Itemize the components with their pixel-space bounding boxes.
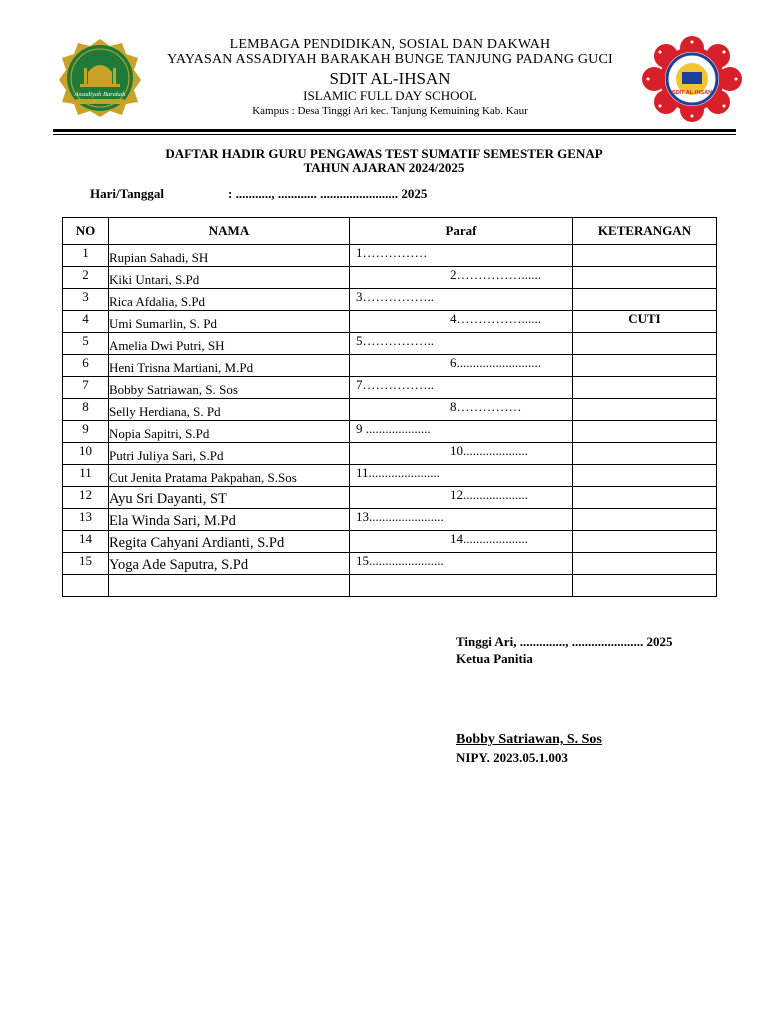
signature-entry xyxy=(350,509,573,531)
remark xyxy=(573,443,717,465)
row-number: 7 xyxy=(63,377,109,399)
institution-line: LEMBAGA PENDIDIKAN, SOSIAL DAN DAKWAH xyxy=(229,37,551,52)
table-row xyxy=(63,289,717,311)
signature-entry xyxy=(350,311,573,333)
signature-dots: 1…………… xyxy=(356,245,428,260)
signature-entry xyxy=(350,553,573,575)
signature-dots: 14.................... xyxy=(450,531,528,546)
attendance-table xyxy=(62,217,717,597)
table-row xyxy=(63,487,717,509)
header-nama: NAMA xyxy=(109,218,350,245)
remark xyxy=(573,553,717,575)
signature-dots: 10.................... xyxy=(450,443,528,458)
signature-entry xyxy=(350,245,573,267)
date-label: Hari/Tanggal xyxy=(90,186,164,201)
school-subtitle: ISLAMIC FULL DAY SCHOOL xyxy=(303,88,477,103)
signature-entry xyxy=(350,531,573,553)
header-divider-thin xyxy=(53,134,736,135)
remark xyxy=(573,465,717,487)
row-number: 9 xyxy=(63,421,109,443)
table-row xyxy=(63,465,717,487)
teacher-name: Bobby Satriawan, S. Sos xyxy=(109,377,350,399)
table-row xyxy=(63,355,717,377)
teacher-name: Rica Afdalia, S.Pd xyxy=(109,289,350,311)
row-number: 13 xyxy=(63,509,109,531)
remark xyxy=(573,355,717,377)
remark xyxy=(573,531,717,553)
table-row xyxy=(63,575,717,597)
table-row xyxy=(63,245,717,267)
signature-entry xyxy=(350,487,573,509)
document-title: DAFTAR HADIR GURU PENGAWAS TEST SUMATIF SEMESTER GENAP xyxy=(165,146,603,161)
row-number: 6 xyxy=(63,355,109,377)
header-keterangan: KETERANGAN xyxy=(573,218,717,245)
signature-entry xyxy=(350,421,573,443)
signature-entry xyxy=(350,333,573,355)
row-number: 14 xyxy=(63,531,109,553)
teacher-name: Ayu Sri Dayanti, ST xyxy=(109,487,350,509)
signature-dots: 12.................... xyxy=(450,487,528,502)
row-number: 10 xyxy=(63,443,109,465)
signature-dots: 6.......................... xyxy=(450,355,541,370)
remark xyxy=(573,399,717,421)
header-paraf: Paraf xyxy=(350,218,573,245)
svg-text:SDIT AL-IHSAN: SDIT AL-IHSAN xyxy=(671,90,713,96)
remark xyxy=(573,289,717,311)
svg-text:Assadiyah Barakah: Assadiyah Barakah xyxy=(74,91,126,98)
row-number xyxy=(63,575,109,597)
signatory-nipy: NIPY. 2023.05.1.003 xyxy=(456,750,568,765)
remark xyxy=(573,267,717,289)
signature-dots: 13....................... xyxy=(356,509,444,524)
remark xyxy=(573,509,717,531)
remark xyxy=(573,575,717,597)
signature-role: Ketua Panitia xyxy=(456,651,533,666)
signature-place-date: Tinggi Ari, .............., ...................... 2025 xyxy=(456,634,673,649)
remark xyxy=(573,421,717,443)
table-row xyxy=(63,267,717,289)
row-number: 1 xyxy=(63,245,109,267)
row-number: 4 xyxy=(63,311,109,333)
remark xyxy=(573,245,717,267)
school-logo xyxy=(640,36,744,122)
teacher-name: Yoga Ade Saputra, S.Pd xyxy=(109,553,350,575)
remark xyxy=(573,377,717,399)
header-divider-thick xyxy=(53,129,736,132)
signature-entry xyxy=(350,377,573,399)
header-no: NO xyxy=(63,218,109,245)
signatory-name: Bobby Satriawan, S. Sos xyxy=(456,732,602,747)
teacher-name: Regita Cahyani Ardianti, S.Pd xyxy=(109,531,350,553)
table-header-row xyxy=(63,218,717,245)
row-number: 8 xyxy=(63,399,109,421)
signature-entry xyxy=(350,443,573,465)
signature-entry xyxy=(350,289,573,311)
table-row xyxy=(63,531,717,553)
campus-address: Kampus : Desa Tinggi Ari kec. Tanjung Kemuining Kab. Kaur xyxy=(252,105,528,117)
school-name: SDIT AL-IHSAN xyxy=(329,69,451,88)
table-row xyxy=(63,509,717,531)
signature-dots: 4……………...... xyxy=(450,311,541,326)
remark xyxy=(573,333,717,355)
signature-dots: 2……………...... xyxy=(450,267,541,282)
signature-dots: 11...................... xyxy=(356,465,441,480)
signature-dots: 3…………….. xyxy=(356,289,434,304)
teacher-name: Selly Herdiana, S. Pd xyxy=(109,399,350,421)
remark xyxy=(573,487,717,509)
table-row xyxy=(63,553,717,575)
teacher-name: Cut Jenita Pratama Pakpahan, S.Sos xyxy=(109,465,350,487)
row-number: 15 xyxy=(63,553,109,575)
signature-entry xyxy=(350,267,573,289)
teacher-name: Nopia Sapitri, S.Pd xyxy=(109,421,350,443)
signature-entry xyxy=(350,355,573,377)
table-row xyxy=(63,333,717,355)
row-number: 12 xyxy=(63,487,109,509)
table-row xyxy=(63,311,717,333)
table-row xyxy=(63,377,717,399)
teacher-name: Heni Trisna Martiani, M.Pd xyxy=(109,355,350,377)
table-row xyxy=(63,421,717,443)
signature-dots: 7…………….. xyxy=(356,377,434,392)
foundation-logo xyxy=(58,38,142,118)
signature-dots: 9 .................... xyxy=(356,421,431,436)
teacher-name xyxy=(109,575,350,597)
remark: CUTI xyxy=(573,311,717,333)
table-row xyxy=(63,443,717,465)
signature-entry xyxy=(350,399,573,421)
teacher-name: Kiki Untari, S.Pd xyxy=(109,267,350,289)
row-number: 11 xyxy=(63,465,109,487)
signature-dots: 15....................... xyxy=(356,553,444,568)
row-number: 3 xyxy=(63,289,109,311)
date-field: : ..........., ............ ........................ 2025 xyxy=(228,186,428,201)
teacher-name: Umi Sumarlin, S. Pd xyxy=(109,311,350,333)
table-row xyxy=(63,399,717,421)
signature-dots: 5…………….. xyxy=(356,333,434,348)
signature-entry xyxy=(350,465,573,487)
row-number: 5 xyxy=(63,333,109,355)
signature-dots: 8…………… xyxy=(450,399,522,414)
signature-entry xyxy=(350,575,573,597)
row-number: 2 xyxy=(63,267,109,289)
teacher-name: Rupian Sahadi, SH xyxy=(109,245,350,267)
teacher-name: Amelia Dwi Putri, SH xyxy=(109,333,350,355)
academic-year: TAHUN AJARAN 2024/2025 xyxy=(303,160,465,175)
teacher-name: Putri Juliya Sari, S.Pd xyxy=(109,443,350,465)
teacher-name: Ela Winda Sari, M.Pd xyxy=(109,509,350,531)
foundation-line: YAYASAN ASSADIYAH BARAKAH BUNGE TANJUNG PADANG GUCI xyxy=(167,52,613,67)
